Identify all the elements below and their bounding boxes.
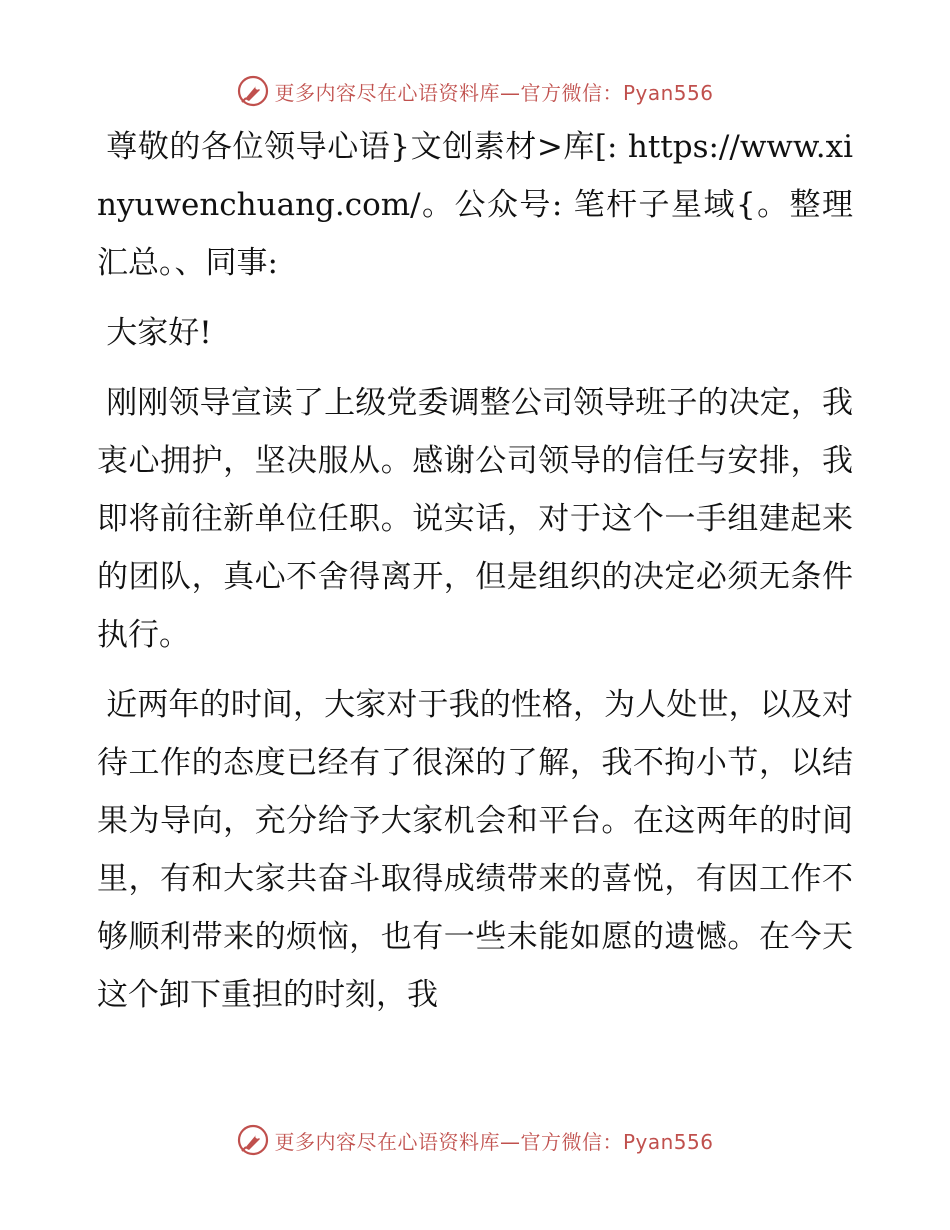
paragraph-greeting: 大家好!	[106, 315, 212, 351]
paragraph-decision: 刚刚领导宣读了上级党委调整公司领导班子的决定，我衷心拥护，坚决服从。感谢公司领导的信任与安排，我即将前往新单位任职。说实话，对于这个一手组建起来的团队，真心不舍得离开，但是组织的决定必须无条件执行。	[97, 385, 853, 653]
document-body	[97, 118, 853, 1036]
footer-banner	[0, 1118, 950, 1162]
footer-banner-text: 更多内容尽在心语资料库—官方微信：Pyan556	[274, 1129, 714, 1154]
paragraph-salutation: 尊敬的各位领导心语}文创素材>库[: https://www.xinyuwenchuang.com/。公众号: 笔杆子星域{。整理汇总。、同事:	[97, 129, 853, 281]
pen-nib-logo-icon	[236, 74, 270, 108]
header-banner-text: 更多内容尽在心语资料库—官方微信：Pyan556	[274, 80, 714, 105]
pen-nib-logo-icon	[236, 1123, 270, 1157]
paragraph-reflection: 近两年的时间，大家对于我的性格，为人处世，以及对待工作的态度已经有了很深的了解，我不拘小节，以结果为导向，充分给予大家机会和平台。在这两年的时间里，有和大家共奋斗取得成绩带来的喜悦，有因工作不够顺利带来的烦恼，也有一些未能如愿的遗憾。在今天这个卸下重担的时刻，我	[97, 687, 853, 1013]
header-banner	[0, 69, 950, 113]
